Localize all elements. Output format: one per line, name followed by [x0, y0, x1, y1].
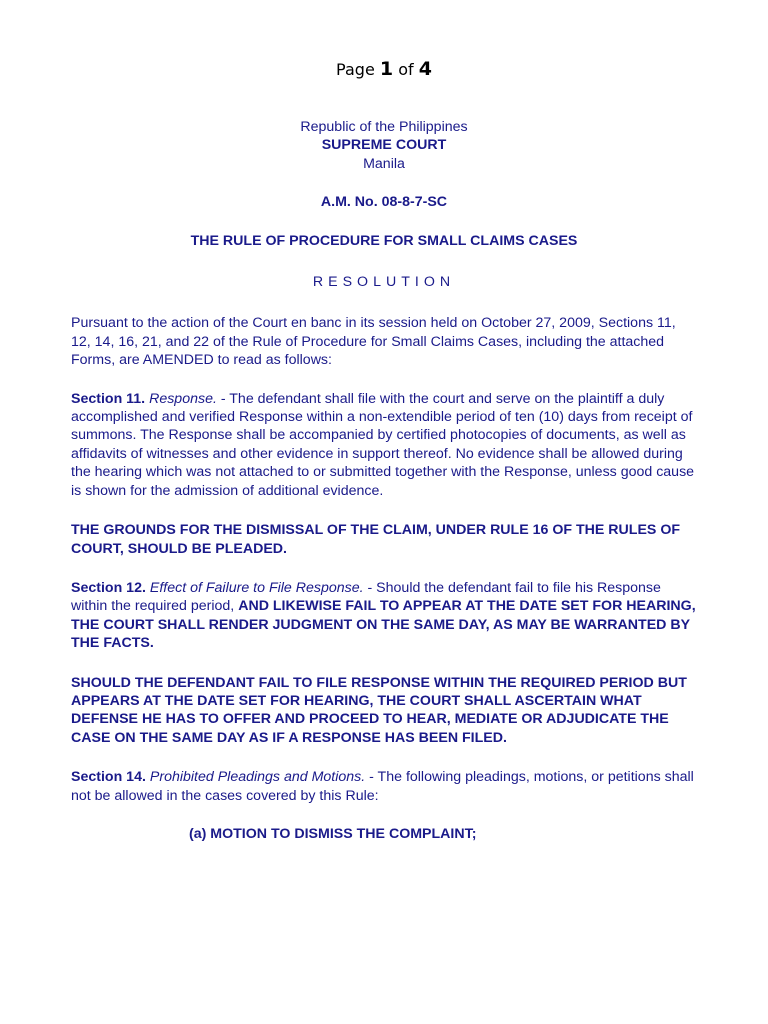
- section-14-heading: Prohibited Pleadings and Motions.: [149, 769, 366, 786]
- section-14-item-a: (a) MOTION TO DISMISS THE COMPLAINT;: [189, 825, 477, 842]
- intro-paragraph: Pursuant to the action of the Court en banc in its session held on October 27, 2009, Sections 11, 12, 14, 16, 21, and 22 of the Rule of Procedure for Small Claims Cases, including the attached Forms, are AMENDED to read as follows:: [71, 315, 676, 369]
- page-word: Page: [336, 60, 375, 79]
- am-number: A.M. No. 08-8-7-SC: [320, 194, 448, 211]
- grounds-paragraph: THE GROUNDS FOR THE DISMISSAL OF THE CLAIM, UNDER RULE 16 OF THE RULES OF COURT, SHOULD BE PLEADED.: [71, 522, 681, 557]
- resolution-heading: RESOLUTION: [312, 274, 456, 291]
- court-name: SUPREME COURT: [321, 137, 447, 154]
- country-line: Republic of the Philippines: [300, 119, 468, 135]
- page-total: 4: [418, 58, 432, 80]
- page-current: 1: [379, 58, 394, 80]
- document-title: THE RULE OF PROCEDURE FOR SMALL CLAIMS CASES: [190, 232, 578, 249]
- section-12-text: - Should the defendant fail to file his Response within the required period,: [71, 579, 661, 615]
- section-11-label: Section 11.: [71, 390, 146, 407]
- section-11-heading: Response.: [149, 390, 217, 407]
- section-12-amendment: AND LIKEWISE FAIL TO APPEAR AT THE DATE SET FOR HEARING, THE COURT SHALL RENDER JUDGMENT ON THE SAME DAY, AS MAY BE WARRANTED BY THE FACTS.: [71, 598, 696, 652]
- section-11-paragraph: [71, 390, 697, 500]
- section-12-heading: Effect of Failure to File Response.: [149, 579, 364, 596]
- section-14-label: Section 14.: [71, 769, 146, 786]
- page-number-header: [0, 58, 768, 80]
- section-11-text: - The defendant shall file with the court and serve on the plaintiff a duly accomplished and verified Response within a non-extendible period of ten (10) days from receipt of summons. The Response shall be accompanied by certified photocopies of documents, as well as affidavits of witnesses and other evidence in support thereof. No evidence shall be allowed during the hearing which was not attached to or submitted together with the Response, unless good cause is shown for the admission of additional evidence.: [71, 390, 695, 499]
- section-14-text: - The following pleadings, motions, or petitions shall not be allowed in the cases covered by this Rule:: [71, 769, 694, 804]
- of-word: of: [398, 60, 414, 79]
- city-line: Manila: [363, 155, 405, 172]
- section-12-paragraph-2: SHOULD THE DEFENDANT FAIL TO FILE RESPONSE WITHIN THE REQUIRED PERIOD BUT APPEARS AT THE DATE SET FOR HEARING, THE COURT SHALL ASCERTAIN WHAT DEFENSE HE HAS TO OFFER AND PROCEED TO HEAR, MEDIATE OR ADJUDICATE THE CASE ON THE SAME DAY AS IF A RESPONSE HAS BEEN FILED.: [71, 674, 687, 746]
- section-14-paragraph: [71, 768, 697, 805]
- section-12-paragraph: [71, 579, 697, 653]
- section-12-label: Section 12.: [71, 579, 146, 596]
- document-body: [71, 118, 697, 843]
